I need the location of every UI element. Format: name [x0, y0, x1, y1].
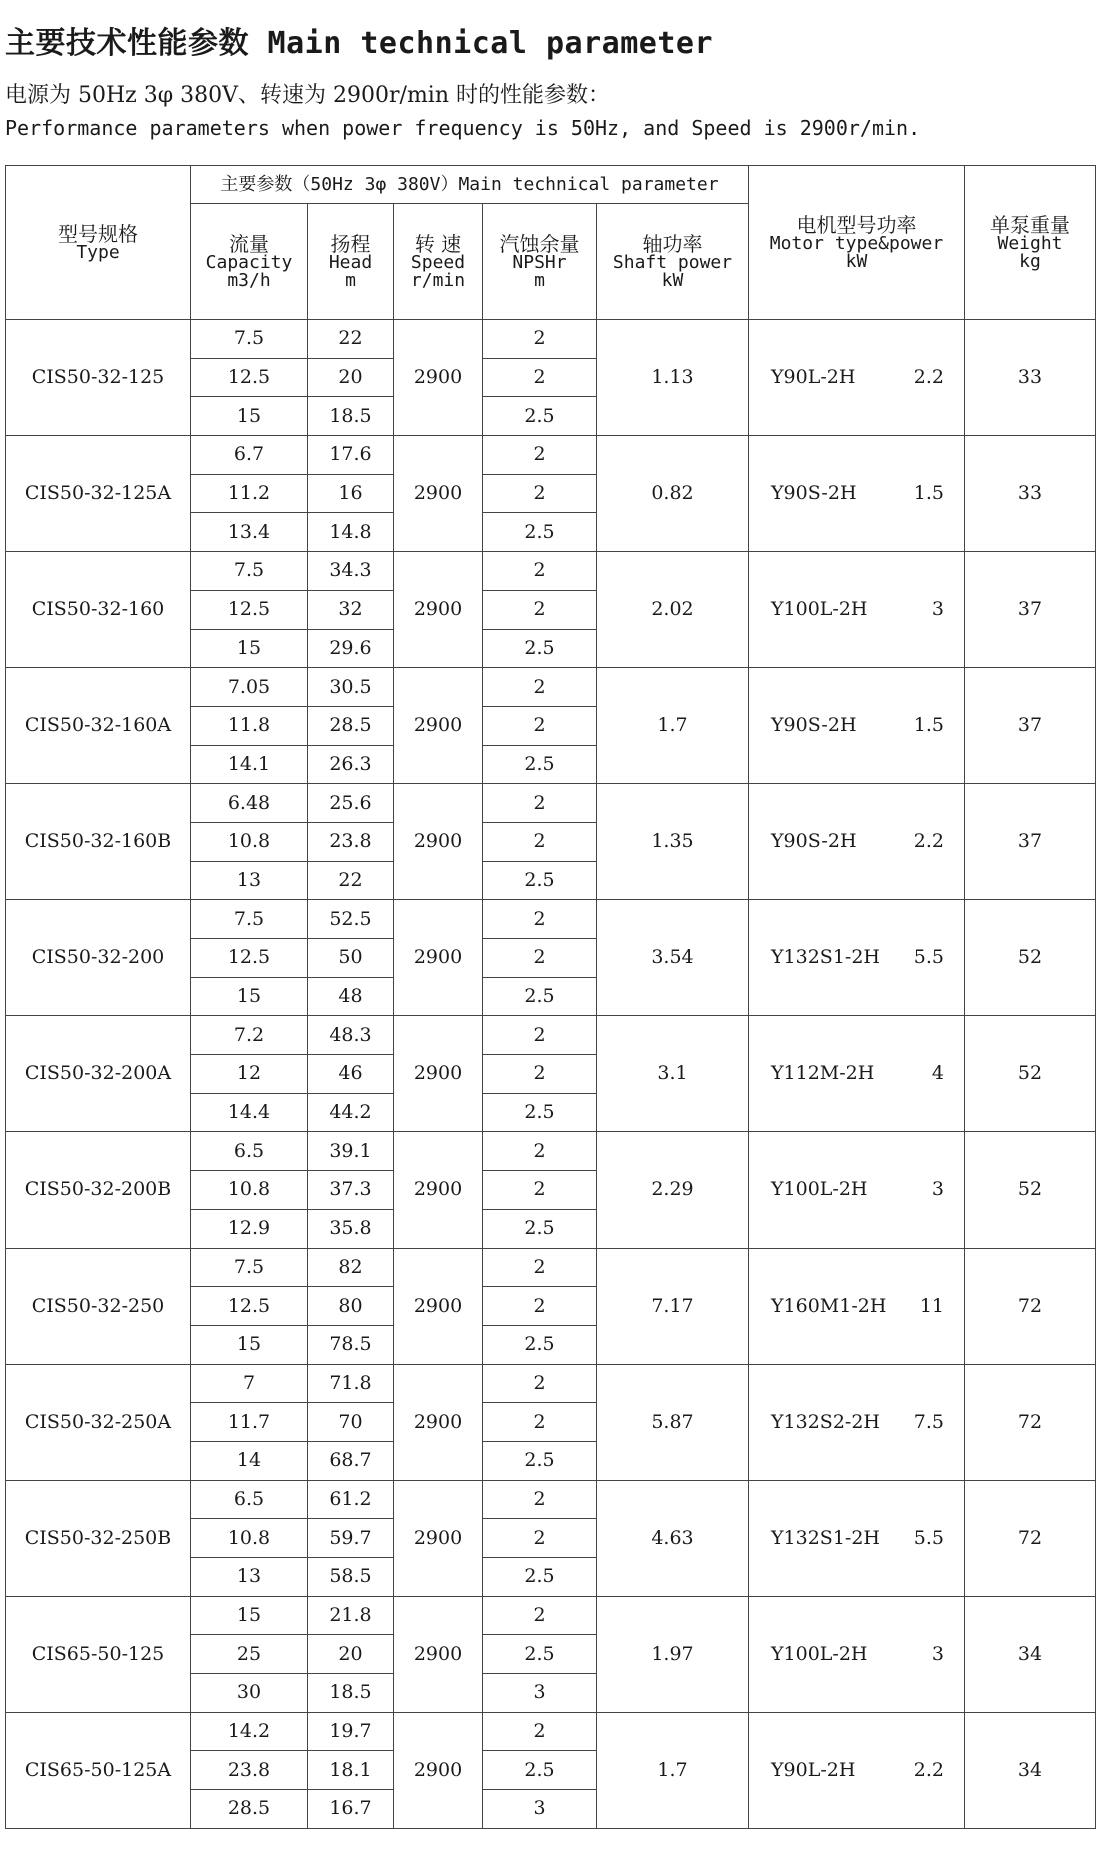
npshr-cell: 2	[483, 939, 597, 978]
weight-cell: 52	[965, 1132, 1096, 1248]
motor-type: Y90L-2H	[771, 1758, 856, 1781]
motor-type-power	[749, 1642, 964, 1665]
weight-cell: 72	[965, 1248, 1096, 1364]
npshr-cell: 3	[483, 1674, 597, 1713]
model-type-cell: CIS50-32-200	[6, 900, 191, 1016]
head-cell: 23.8	[308, 822, 394, 861]
speed-cell: 2900	[394, 1480, 483, 1596]
capacity-cell: 13.4	[191, 513, 308, 552]
capacity-cell: 6.5	[191, 1480, 308, 1519]
motor-cell	[749, 1712, 965, 1828]
header-head-cn: 扬程	[330, 231, 371, 256]
motor-power: 7.5	[913, 1410, 944, 1433]
head-cell: 21.8	[308, 1596, 394, 1635]
head-cell: 37.3	[308, 1171, 394, 1210]
head-cell: 20	[308, 358, 394, 397]
speed-cell: 2900	[394, 552, 483, 668]
head-cell: 28.5	[308, 706, 394, 745]
model-type-cell: CIS65-50-125A	[6, 1712, 191, 1828]
header-motor-en: Motor type&power	[769, 232, 944, 254]
capacity-cell: 7.05	[191, 668, 308, 707]
motor-cell	[749, 436, 965, 552]
header-type-en: Type	[76, 241, 120, 263]
npshr-cell: 2	[483, 1287, 597, 1326]
head-cell: 52.5	[308, 900, 394, 939]
npshr-cell: 2	[483, 358, 597, 397]
header-npshr-en: NPSHr	[512, 251, 567, 273]
capacity-cell: 6.5	[191, 1132, 308, 1171]
model-type-cell: CIS50-32-125	[6, 320, 191, 436]
subtitle-chinese: 电源为 50Hz 3φ 380V、转速为 2900r/min 时的性能参数：	[5, 83, 611, 108]
weight-cell: 37	[965, 668, 1096, 784]
weight-cell: 33	[965, 436, 1096, 552]
model-type-cell: CIS50-32-200A	[6, 1016, 191, 1132]
motor-type-power	[749, 1758, 964, 1781]
npshr-cell: 2.5	[483, 861, 597, 900]
npshr-cell: 2	[483, 1364, 597, 1403]
capacity-cell: 11.7	[191, 1403, 308, 1442]
header-capacity	[191, 204, 308, 320]
head-cell: 59.7	[308, 1519, 394, 1558]
capacity-cell: 12.5	[191, 939, 308, 978]
weight-cell: 34	[965, 1596, 1096, 1712]
head-cell: 68.7	[308, 1441, 394, 1480]
shaft-power-cell: 1.13	[597, 320, 749, 436]
motor-power: 2.2	[913, 1758, 944, 1781]
npshr-cell: 2	[483, 1712, 597, 1751]
head-cell: 17.6	[308, 436, 394, 475]
head-cell: 18.5	[308, 397, 394, 436]
capacity-cell: 30	[191, 1674, 308, 1713]
capacity-cell: 15	[191, 1596, 308, 1635]
header-motor	[749, 166, 965, 320]
motor-type-power	[749, 1526, 964, 1549]
motor-type: Y100L-2H	[771, 1642, 868, 1665]
npshr-cell: 2	[483, 1596, 597, 1635]
motor-type: Y112M-2H	[771, 1062, 875, 1085]
motor-power: 2.2	[913, 366, 944, 389]
model-type-cell: CIS50-32-125A	[6, 436, 191, 552]
motor-cell	[749, 1480, 965, 1596]
npshr-cell: 2.5	[483, 513, 597, 552]
motor-type-power	[749, 1180, 964, 1199]
motor-power: 1.5	[913, 714, 944, 737]
motor-cell	[749, 1132, 965, 1248]
page-title: 主要技术性能参数 Main technical parameter	[5, 26, 714, 61]
npshr-cell: 2	[483, 320, 597, 359]
weight-cell: 34	[965, 1712, 1096, 1828]
motor-power: 5.5	[913, 1526, 944, 1549]
motor-cell	[749, 784, 965, 900]
npshr-cell: 2	[483, 1132, 597, 1171]
npshr-cell: 2.5	[483, 745, 597, 784]
npshr-cell: 2.5	[483, 397, 597, 436]
capacity-cell: 28.5	[191, 1790, 308, 1829]
motor-power: 3	[931, 1178, 944, 1201]
motor-power: 11	[919, 1294, 944, 1317]
motor-power: 4	[931, 1062, 944, 1085]
motor-type: Y132S1-2H	[771, 946, 880, 969]
capacity-cell: 6.48	[191, 784, 308, 823]
capacity-cell: 14	[191, 1441, 308, 1480]
speed-cell: 2900	[394, 1016, 483, 1132]
head-cell: 82	[308, 1248, 394, 1287]
head-cell: 71.8	[308, 1364, 394, 1403]
npshr-cell: 2.5	[483, 1751, 597, 1790]
motor-cell	[749, 1364, 965, 1480]
npshr-cell: 2	[483, 1171, 597, 1210]
motor-power: 2.2	[913, 830, 944, 853]
motor-cell	[749, 1248, 965, 1364]
motor-power: 3	[931, 598, 944, 621]
shaft-power-cell: 1.7	[597, 668, 749, 784]
capacity-cell: 6.7	[191, 436, 308, 475]
capacity-cell: 7.5	[191, 900, 308, 939]
npshr-cell: 2.5	[483, 977, 597, 1016]
header-head-en: Head	[328, 251, 373, 273]
npshr-cell: 2.5	[483, 629, 597, 668]
model-type-cell: CIS50-32-160B	[6, 784, 191, 900]
header-speed-unit: r/min	[410, 269, 466, 291]
motor-power: 1.5	[913, 482, 944, 505]
shaft-power-cell: 5.87	[597, 1364, 749, 1480]
table-row	[6, 552, 1096, 591]
head-cell: 35.8	[308, 1209, 394, 1248]
table-row	[6, 784, 1096, 823]
weight-cell: 33	[965, 320, 1096, 436]
head-cell: 16	[308, 474, 394, 513]
npshr-cell: 2	[483, 668, 597, 707]
npshr-cell: 2	[483, 1403, 597, 1442]
npshr-cell: 2	[483, 590, 597, 629]
shaft-power-cell: 2.02	[597, 552, 749, 668]
header-weight	[965, 166, 1096, 320]
head-cell: 18.1	[308, 1751, 394, 1790]
npshr-cell: 2	[483, 552, 597, 591]
capacity-cell: 12.9	[191, 1209, 308, 1248]
head-cell: 22	[308, 861, 394, 900]
shaft-power-cell: 1.7	[597, 1712, 749, 1828]
header-speed-cn: 转 速	[414, 231, 462, 256]
capacity-cell: 13	[191, 861, 308, 900]
shaft-power-cell: 1.35	[597, 784, 749, 900]
model-type-cell: CIS50-32-250	[6, 1248, 191, 1364]
header-npshr-cn: 汽蚀余量	[499, 231, 580, 256]
npshr-cell: 2	[483, 706, 597, 745]
parameter-table	[5, 165, 1096, 1829]
header-npshr-unit: m	[534, 269, 545, 291]
shaft-power-cell: 0.82	[597, 436, 749, 552]
header-weight-en: Weight	[997, 232, 1063, 254]
head-cell: 18.5	[308, 1674, 394, 1713]
header-main-parameter-group: 主要参数（50Hz 3φ 380V）Main technical parameter	[191, 166, 749, 204]
header-shaft-power-cn: 轴功率	[642, 231, 703, 256]
table-row	[6, 1480, 1096, 1519]
capacity-cell: 11.2	[191, 474, 308, 513]
head-cell: 44.2	[308, 1093, 394, 1132]
capacity-cell: 12.5	[191, 358, 308, 397]
table-row	[6, 1596, 1096, 1635]
motor-type: Y132S1-2H	[771, 1526, 880, 1549]
npshr-cell: 3	[483, 1790, 597, 1829]
header-head	[308, 204, 394, 320]
head-cell: 22	[308, 320, 394, 359]
npshr-cell: 2	[483, 1055, 597, 1094]
capacity-cell: 10.8	[191, 822, 308, 861]
motor-type-power	[749, 368, 964, 387]
capacity-cell: 11.8	[191, 706, 308, 745]
motor-type: Y160M1-2H	[771, 1294, 887, 1317]
npshr-cell: 2	[483, 474, 597, 513]
motor-power: 3	[931, 1642, 944, 1665]
capacity-cell: 25	[191, 1635, 308, 1674]
weight-cell: 52	[965, 900, 1096, 1016]
capacity-cell: 15	[191, 1325, 308, 1364]
weight-cell: 37	[965, 552, 1096, 668]
capacity-cell: 23.8	[191, 1751, 308, 1790]
model-type-cell: CIS50-32-250A	[6, 1364, 191, 1480]
npshr-cell: 2	[483, 1480, 597, 1519]
head-cell: 48.3	[308, 1016, 394, 1055]
table-row	[6, 1132, 1096, 1171]
speed-cell: 2900	[394, 668, 483, 784]
head-cell: 46	[308, 1055, 394, 1094]
speed-cell: 2900	[394, 1596, 483, 1712]
capacity-cell: 12.5	[191, 590, 308, 629]
head-cell: 29.6	[308, 629, 394, 668]
weight-cell: 72	[965, 1480, 1096, 1596]
table-row	[6, 1016, 1096, 1055]
header-type-cn: 型号规格	[58, 221, 138, 246]
header-row-group	[6, 166, 1096, 204]
shaft-power-cell: 2.29	[597, 1132, 749, 1248]
head-cell: 70	[308, 1403, 394, 1442]
head-cell: 39.1	[308, 1132, 394, 1171]
shaft-power-cell: 4.63	[597, 1480, 749, 1596]
capacity-cell: 14.2	[191, 1712, 308, 1751]
capacity-cell: 15	[191, 397, 308, 436]
npshr-cell: 2	[483, 784, 597, 823]
header-motor-unit: kW	[845, 250, 868, 272]
speed-cell: 2900	[394, 784, 483, 900]
model-type-cell: CIS50-32-160	[6, 552, 191, 668]
speed-cell: 2900	[394, 1132, 483, 1248]
motor-cell	[749, 668, 965, 784]
head-cell: 19.7	[308, 1712, 394, 1751]
npshr-cell: 2.5	[483, 1441, 597, 1480]
header-npshr	[483, 204, 597, 320]
header-capacity-unit: m3/h	[227, 269, 271, 291]
header-shaft-power-unit: kW	[661, 269, 684, 291]
motor-type-power	[749, 1410, 964, 1433]
head-cell: 34.3	[308, 552, 394, 591]
motor-type: Y90S-2H	[771, 830, 857, 853]
head-cell: 48	[308, 977, 394, 1016]
header-head-unit: m	[345, 269, 356, 291]
table-row	[6, 320, 1096, 359]
header-capacity-cn: 流量	[229, 231, 269, 256]
head-cell: 16.7	[308, 1790, 394, 1829]
motor-cell	[749, 1596, 965, 1712]
npshr-cell: 2.5	[483, 1558, 597, 1597]
motor-type: Y90S-2H	[771, 482, 857, 505]
weight-cell: 52	[965, 1016, 1096, 1132]
motor-type: Y100L-2H	[771, 598, 868, 621]
table-row	[6, 1712, 1096, 1751]
capacity-cell: 10.8	[191, 1171, 308, 1210]
table-row	[6, 436, 1096, 475]
head-cell: 80	[308, 1287, 394, 1326]
weight-cell: 37	[965, 784, 1096, 900]
motor-type: Y100L-2H	[771, 1178, 868, 1201]
head-cell: 14.8	[308, 513, 394, 552]
motor-cell	[749, 552, 965, 668]
header-motor-cn: 电机型号功率	[796, 212, 917, 237]
npshr-cell: 2	[483, 1519, 597, 1558]
capacity-cell: 7.2	[191, 1016, 308, 1055]
weight-cell: 72	[965, 1364, 1096, 1480]
motor-type-power	[749, 1064, 964, 1083]
shaft-power-cell: 3.1	[597, 1016, 749, 1132]
npshr-cell: 2	[483, 436, 597, 475]
motor-type: Y90L-2H	[771, 366, 856, 389]
table-row	[6, 1364, 1096, 1403]
motor-cell	[749, 1016, 965, 1132]
motor-cell	[749, 900, 965, 1016]
speed-cell: 2900	[394, 900, 483, 1016]
motor-cell	[749, 320, 965, 436]
speed-cell: 2900	[394, 1712, 483, 1828]
capacity-cell: 15	[191, 977, 308, 1016]
capacity-cell: 15	[191, 629, 308, 668]
speed-cell: 2900	[394, 436, 483, 552]
npshr-cell: 2.5	[483, 1209, 597, 1248]
model-type-cell: CIS50-32-160A	[6, 668, 191, 784]
shaft-power-cell: 3.54	[597, 900, 749, 1016]
npshr-cell: 2	[483, 1016, 597, 1055]
capacity-cell: 7.5	[191, 1248, 308, 1287]
header-speed	[394, 204, 483, 320]
npshr-cell: 2	[483, 822, 597, 861]
capacity-cell: 7	[191, 1364, 308, 1403]
header-shaft-power-en: Shaft power	[612, 251, 733, 273]
table-body	[6, 320, 1096, 1829]
header-shaft-power	[597, 204, 749, 320]
capacity-cell: 10.8	[191, 1519, 308, 1558]
shaft-power-cell: 7.17	[597, 1248, 749, 1364]
table-row	[6, 668, 1096, 707]
header-capacity-en: Capacity	[205, 251, 293, 273]
table-row	[6, 900, 1096, 939]
speed-cell: 2900	[394, 1248, 483, 1364]
motor-type-power	[749, 600, 964, 619]
model-type-cell: CIS50-32-250B	[6, 1480, 191, 1596]
header-speed-en: Speed	[410, 251, 466, 273]
head-cell: 58.5	[308, 1558, 394, 1597]
motor-type-power	[749, 832, 964, 851]
capacity-cell: 7.5	[191, 552, 308, 591]
speed-cell: 2900	[394, 1364, 483, 1480]
header-weight-unit: kg	[1019, 250, 1041, 272]
npshr-cell: 2.5	[483, 1093, 597, 1132]
motor-type-power	[749, 1294, 964, 1317]
capacity-cell: 13	[191, 1558, 308, 1597]
subtitle-english: Performance parameters when power frequency is 50Hz, and Speed is 2900r/min.	[5, 116, 921, 140]
table-row	[6, 1248, 1096, 1287]
header-type	[6, 166, 191, 320]
motor-power: 5.5	[913, 946, 944, 969]
motor-type: Y132S2-2H	[771, 1410, 880, 1433]
motor-type-power	[749, 484, 964, 503]
head-cell: 50	[308, 939, 394, 978]
model-type-cell: CIS65-50-125	[6, 1596, 191, 1712]
head-cell: 30.5	[308, 668, 394, 707]
npshr-cell: 2.5	[483, 1635, 597, 1674]
npshr-cell: 2	[483, 1248, 597, 1287]
motor-type: Y90S-2H	[771, 714, 857, 737]
head-cell: 61.2	[308, 1480, 394, 1519]
head-cell: 26.3	[308, 745, 394, 784]
capacity-cell: 14.4	[191, 1093, 308, 1132]
motor-type-power	[749, 716, 964, 735]
model-type-cell: CIS50-32-200B	[6, 1132, 191, 1248]
head-cell: 78.5	[308, 1325, 394, 1364]
capacity-cell: 14.1	[191, 745, 308, 784]
capacity-cell: 12.5	[191, 1287, 308, 1326]
shaft-power-cell: 1.97	[597, 1596, 749, 1712]
npshr-cell: 2.5	[483, 1325, 597, 1364]
speed-cell: 2900	[394, 320, 483, 436]
npshr-cell: 2	[483, 900, 597, 939]
capacity-cell: 7.5	[191, 320, 308, 359]
head-cell: 32	[308, 590, 394, 629]
head-cell: 25.6	[308, 784, 394, 823]
header-weight-cn: 单泵重量	[990, 212, 1070, 237]
head-cell: 20	[308, 1635, 394, 1674]
capacity-cell: 12	[191, 1055, 308, 1094]
motor-type-power	[749, 948, 964, 967]
